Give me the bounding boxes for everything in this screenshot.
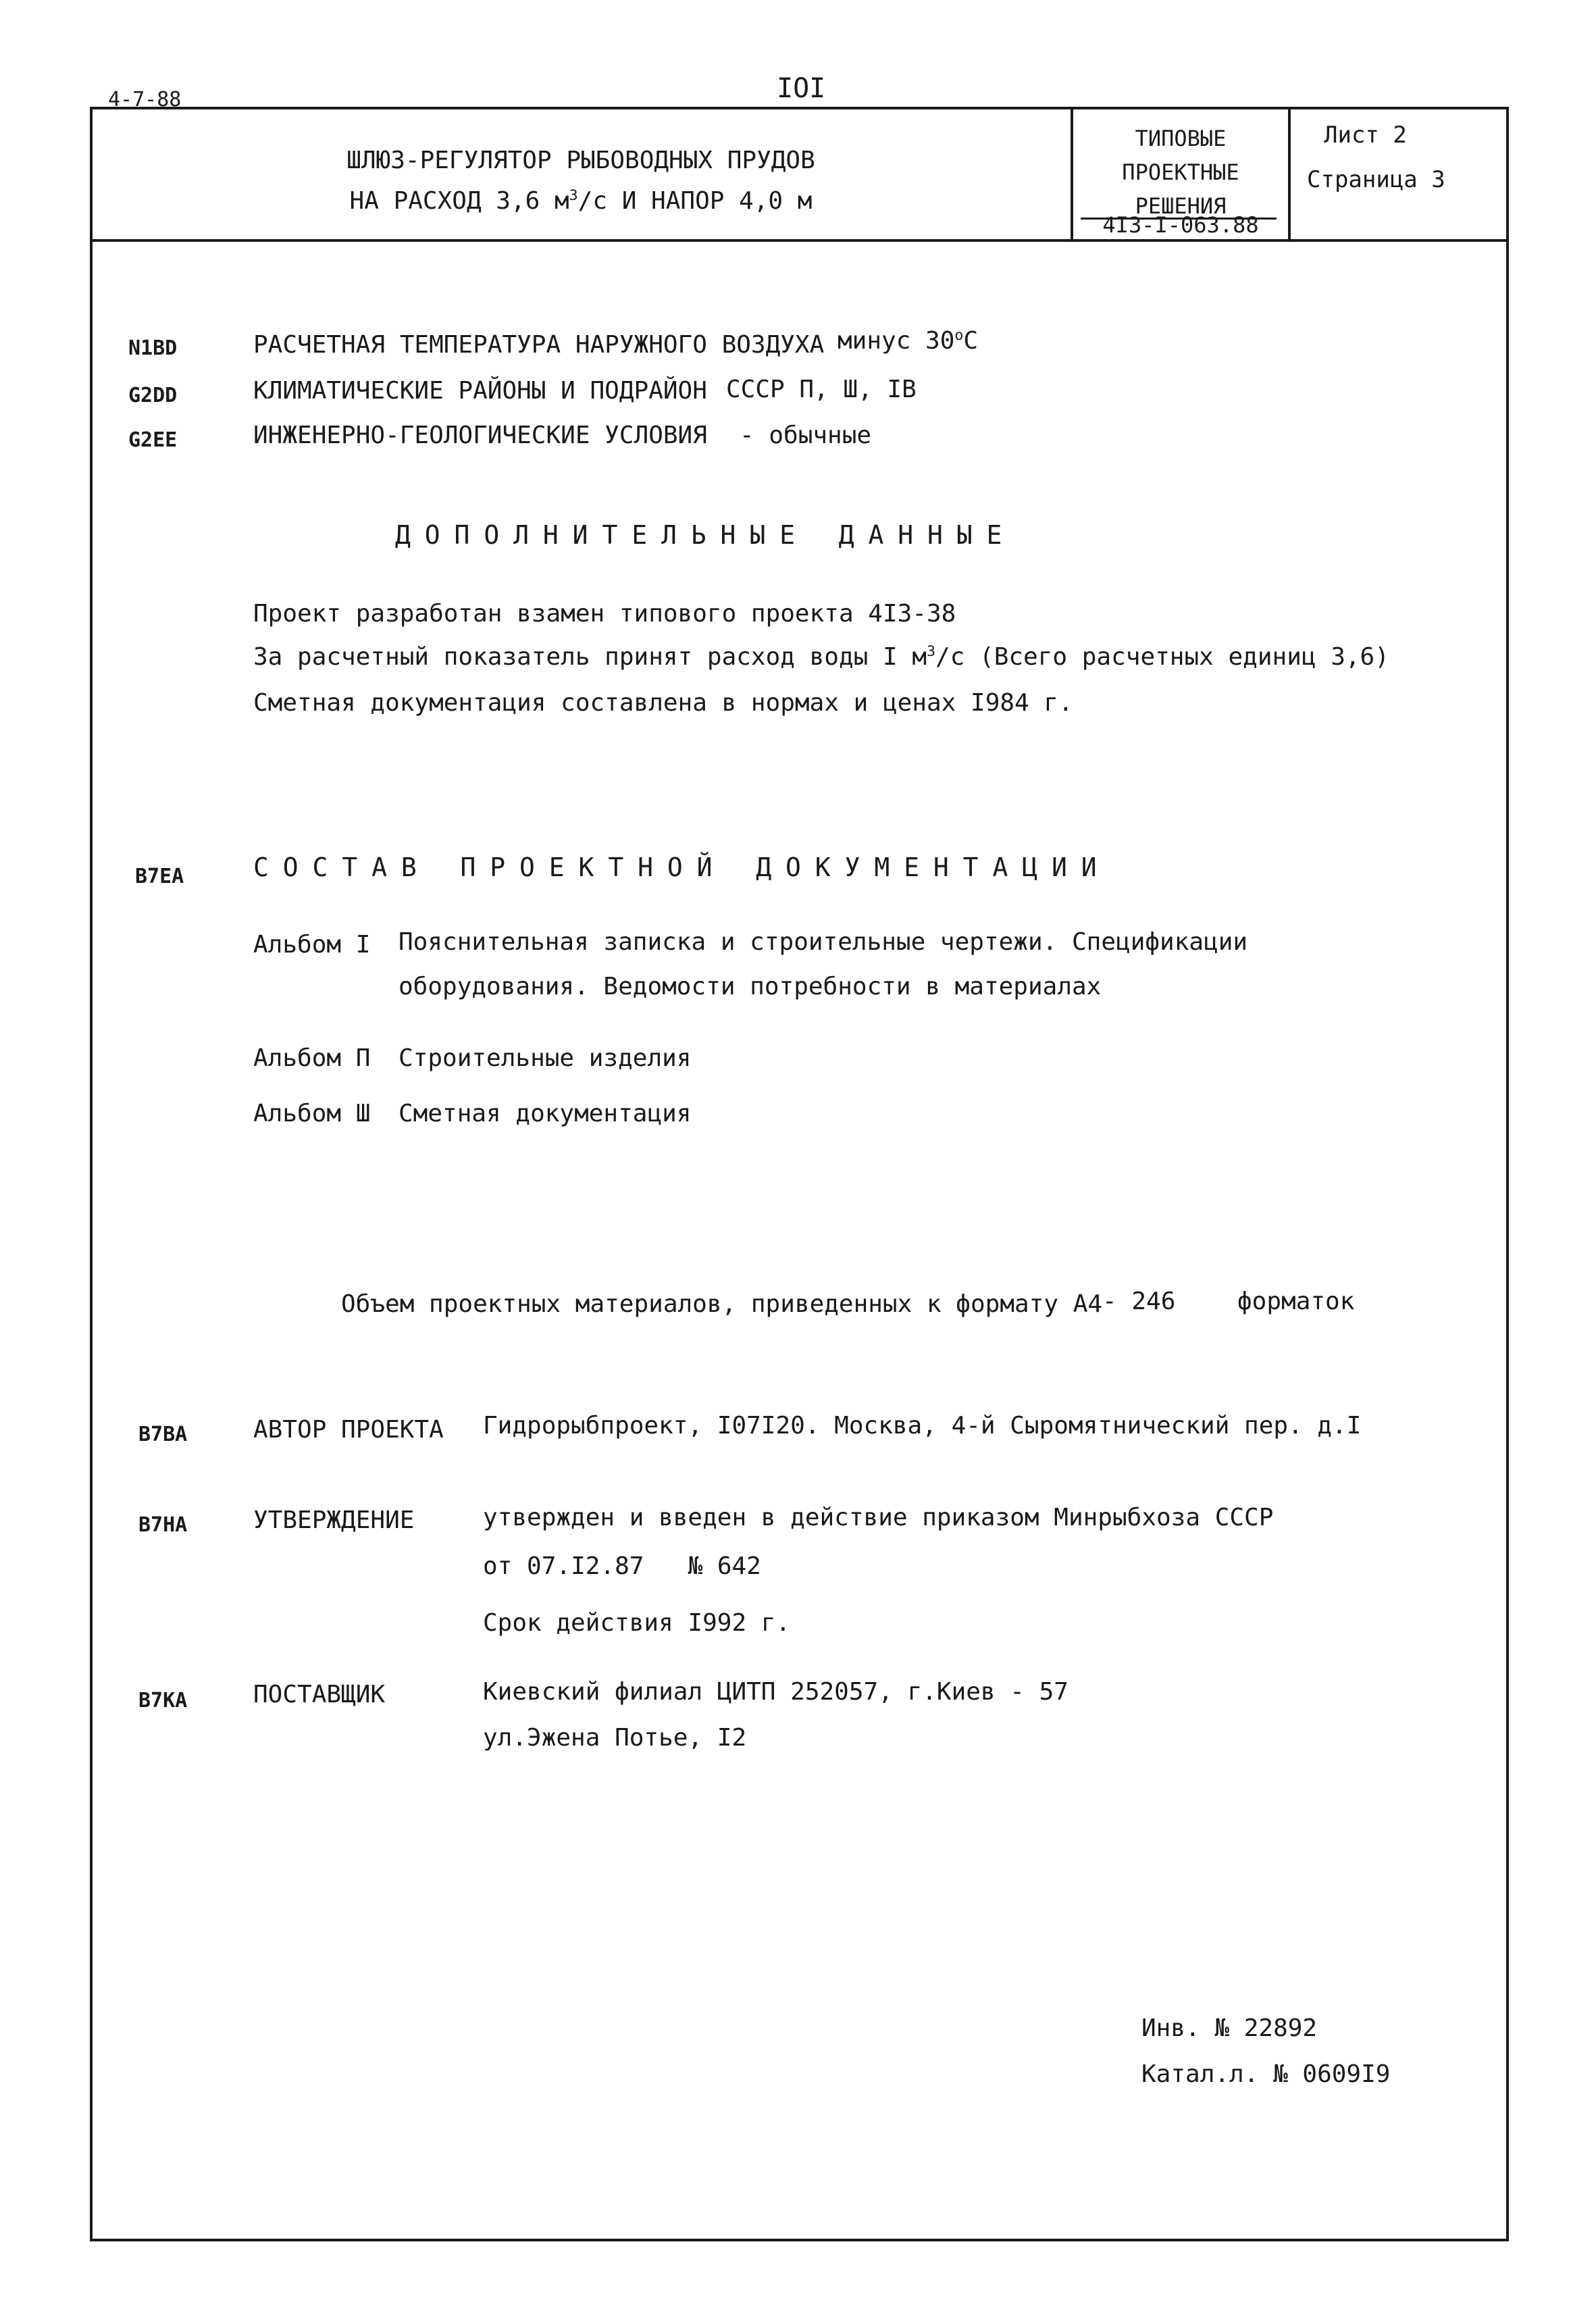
header-col-divider-1	[1071, 107, 1073, 240]
supplier-line-1: Киевский филиал ЦИТП 252057, г.Киев - 57	[483, 1678, 1069, 1706]
param-value: СССР П, Ш, IВ	[726, 376, 917, 403]
additional-line-3: Сметная документация составлена в нормах и ценах I984 г.	[253, 689, 1073, 717]
page-label: Страница 3	[1307, 166, 1445, 193]
author-value: Гидрорыбпроект, I07I20. Москва, 4-й Сыромятнический пер. д.I	[483, 1412, 1362, 1440]
inventory-number: Инв. № 22892	[1141, 2014, 1318, 2042]
param-code: N1BD	[128, 336, 178, 360]
param-label: РАСЧЕТНАЯ ТЕМПЕРАТУРА НАРУЖНОГО ВОЗДУХА	[253, 331, 825, 359]
author-code: B7BA	[138, 1423, 188, 1446]
approval-number: № 642	[688, 1552, 761, 1580]
document-title	[95, 143, 1067, 219]
album-desc-line-1: Пояснительная записка и строительные чертежи. Спецификации	[398, 928, 1248, 956]
album-desc-line-1: Строительные изделия	[398, 1044, 692, 1072]
supplier-code: B7KA	[138, 1689, 188, 1712]
approval-date: 07.I2.87	[527, 1552, 644, 1580]
album-name: Альбом Ш	[253, 1100, 371, 1127]
param-value: - обычные	[740, 422, 872, 449]
volume-unit: форматок	[1237, 1288, 1355, 1315]
title-line-1: ШЛЮЗ-РЕГУЛЯТОР РЫБОВОДНЫХ ПРУДОВ	[346, 147, 815, 174]
series-line-2: ПРОЕКТНЫЕ	[1122, 159, 1239, 185]
additional-line-1: Проект разработан взамен типового проекта 4I3-38	[253, 600, 956, 628]
param-code: G2EE	[128, 428, 178, 452]
param-value: минус 30$^o$С	[838, 327, 979, 355]
sheet-number: Лист 2	[1324, 122, 1407, 149]
composition-code: B7EA	[135, 865, 184, 888]
approval-line-1: утвержден и введен в действие приказом Минрыбхоза СССР	[483, 1504, 1274, 1531]
supplier-line-2: ул.Эжена Потье, I2	[483, 1724, 747, 1752]
title-line-2: НА РАСХОД 3,6 $м^3/с$ И НАПОР 4,0 м	[349, 187, 813, 215]
additional-line-2: За расчетный показатель принят расход воды I $м^3/с$ (Всего расчетных единиц 3,6)	[253, 643, 1389, 671]
volume-count: - 246	[1102, 1288, 1176, 1315]
param-label: КЛИМАТИЧЕСКИЕ РАЙОНЫ И ПОДРАЙОН	[253, 377, 707, 405]
album-desc-line-1: Сметная документация	[398, 1100, 692, 1127]
album-desc-line-2: оборудования. Ведомости потребности в материалах	[398, 973, 1102, 1000]
approval-line-2: от 07.I2.87 № 642	[483, 1552, 761, 1580]
volume-text: Объем проектных материалов, приведенных к формату А4	[341, 1290, 1103, 1318]
series-line-1: ТИПОВЫЕ	[1135, 126, 1227, 151]
album-name: Альбом I	[253, 931, 371, 959]
series-line-3: РЕШЕНИЯ	[1135, 193, 1227, 219]
param-code: G2DD	[128, 384, 178, 407]
supplier-label: ПОСТАВЩИК	[253, 1681, 386, 1708]
approval-code: B7HA	[138, 1513, 188, 1537]
album-name: Альбом П	[253, 1044, 371, 1072]
additional-heading: ДОПОЛНИТЕЛЬНЫЕ ДАННЫЕ	[395, 520, 1016, 550]
approval-label: УТВЕРЖДЕНИЕ	[253, 1506, 415, 1534]
composition-heading: СОСТАВ ПРОЕКТНОЙ ДОКУМЕНТАЦИИ	[253, 853, 1111, 882]
header-col-divider-2	[1288, 107, 1291, 240]
series-code: 4I3-I-063.88	[1102, 212, 1259, 238]
param-label: ИНЖЕНЕРНО-ГЕОЛОГИЧЕСКИЕ УСЛОВИЯ	[253, 422, 707, 449]
series-block	[1075, 122, 1286, 223]
catalog-number: Катал.л. № 0609I9	[1141, 2060, 1391, 2088]
corner-note: 4-7-88	[108, 88, 182, 111]
author-label: АВТОР ПРОЕКТА	[253, 1416, 444, 1444]
page-number: IOI	[777, 73, 826, 104]
approval-line-3: Срок действия I992 г.	[483, 1609, 791, 1637]
header-divider	[90, 239, 1509, 242]
